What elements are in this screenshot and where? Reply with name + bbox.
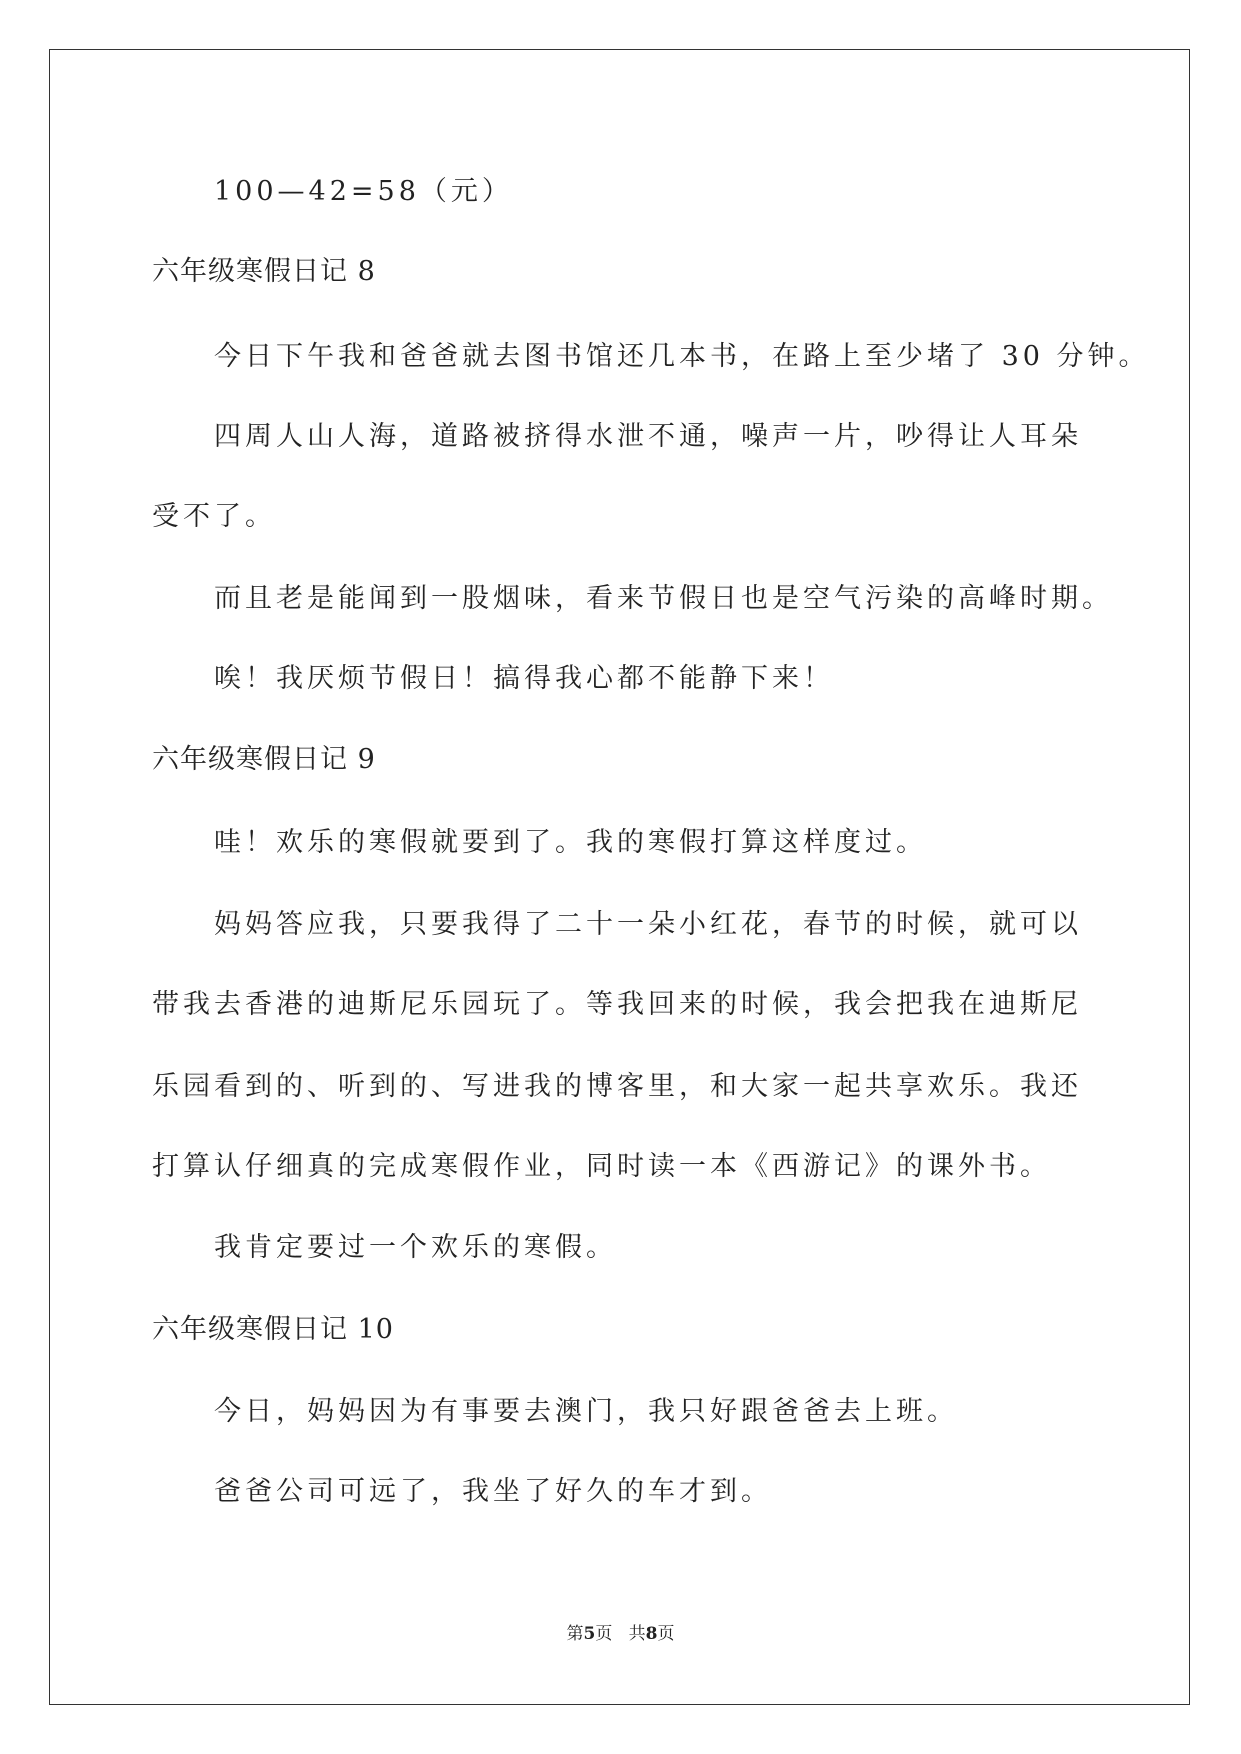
total-label-suffix: 页 — [657, 1624, 675, 1644]
page-label-suffix: 页 — [595, 1624, 613, 1644]
paragraph-line: 唉！我厌烦节假日！搞得我心都不能静下来！ — [214, 663, 834, 694]
total-pages: 8 — [645, 1624, 658, 1644]
paragraph-line: 乐园看到的、听到的、写进我的博客里，和大家一起共享欢乐。我还 — [152, 1071, 1082, 1102]
paragraph-line: 四周人山人海，道路被挤得水泄不通，噪声一片，吵得让人耳朵 — [214, 421, 1082, 452]
section-heading: 六年级寒假日记 10 — [152, 1314, 394, 1345]
paragraph-line: 哇！欢乐的寒假就要到了。我的寒假打算这样度过。 — [214, 827, 927, 858]
page-border — [49, 49, 1190, 1705]
paragraph-line: 我肯定要过一个欢乐的寒假。 — [214, 1232, 617, 1263]
paragraph-line: 而且老是能闻到一股烟味，看来节假日也是空气污染的高峰时期。 — [214, 583, 1113, 614]
page-footer — [0, 1624, 1241, 1644]
paragraph-line: 妈妈答应我，只要我得了二十一朵小红花，春节的时候，就可以 — [214, 909, 1082, 940]
total-label-prefix: 共 — [628, 1624, 646, 1644]
page-number: 5 — [583, 1624, 596, 1644]
paragraph-line: 今日下午我和爸爸就去图书馆还几本书，在路上至少堵了 30 分钟。 — [214, 341, 1150, 372]
paragraph-line: 受不了。 — [152, 501, 276, 532]
paragraph-line: 100—42=58（元） — [214, 176, 513, 207]
paragraph-line: 爸爸公司可远了，我坐了好久的车才到。 — [214, 1476, 772, 1507]
section-heading: 六年级寒假日记 8 — [152, 256, 376, 287]
paragraph-line: 今日，妈妈因为有事要去澳门，我只好跟爸爸去上班。 — [214, 1396, 958, 1427]
page-label-prefix: 第 — [566, 1624, 584, 1644]
paragraph-line: 打算认仔细真的完成寒假作业，同时读一本《西游记》的课外书。 — [152, 1151, 1051, 1182]
section-heading: 六年级寒假日记 9 — [152, 744, 376, 775]
paragraph-line: 带我去香港的迪斯尼乐园玩了。等我回来的时候，我会把我在迪斯尼 — [152, 989, 1082, 1020]
